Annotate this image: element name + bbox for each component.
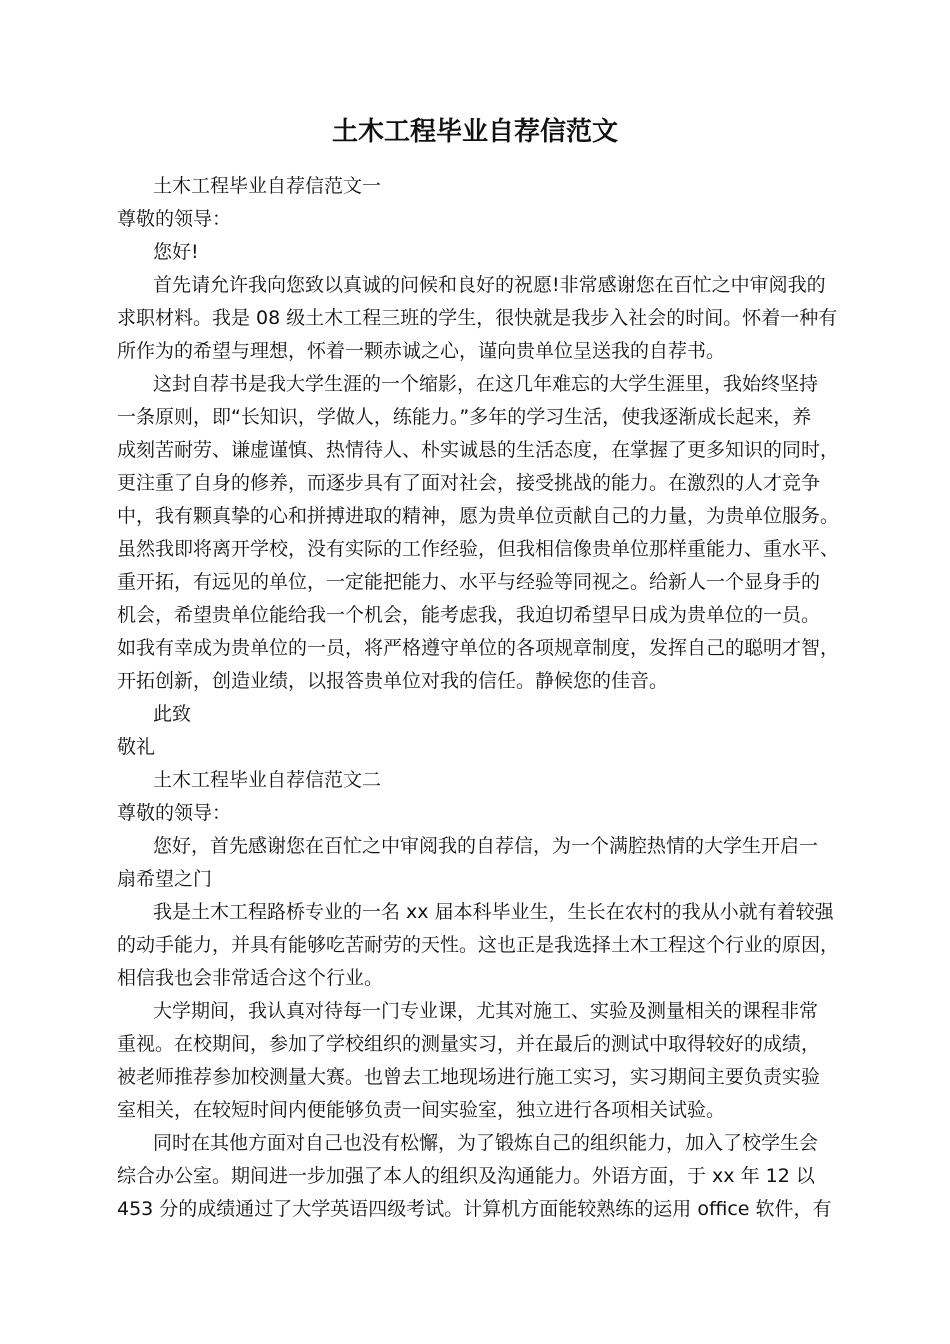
document-title: 土木工程毕业自荐信范文 xyxy=(331,117,618,147)
paragraph-line: 开拓创新，创造业绩，以报答贵单位对我的信任。静候您的佳音。 xyxy=(117,670,669,692)
paragraph-line: 大学期间，我认真对待每一门专业课，尤其对施工、实验及测量相关的课程非常 xyxy=(153,1000,819,1022)
paragraph-line: 一条原则，即“长知识，学做人，练能力。”多年的学习生活，使我逐渐成长起来，养 xyxy=(117,406,812,428)
salutation: 尊敬的领导： xyxy=(117,208,232,230)
paragraph-line: 所作为的希望与理想，怀着一颗赤诚之心，谨向贵单位呈送我的自荐书。 xyxy=(117,340,726,362)
paragraph-line: 首先请允许我向您致以真诚的问候和良好的祝愿!非常感谢您在百忙之中审阅我的 xyxy=(153,274,826,296)
closing-salute: 敬礼 xyxy=(117,736,156,758)
paragraph-line: 重视。在校期间，参加了学校组织的测量实习，并在最后的测试中取得较好的成绩， xyxy=(117,1033,821,1055)
paragraph-line: 我是土木工程路桥专业的一名 xx 届本科毕业生，生长在农村的我从小就有着较强 xyxy=(153,901,834,923)
paragraph-line: 的动手能力，并具有能够吃苦耐劳的天性。这也正是我选择土木工程这个行业的原因， xyxy=(117,934,840,956)
paragraph-line: 求职材料。我是 08 级土木工程三班的学生，很快就是我步入社会的时间。怀着一种有 xyxy=(117,307,838,329)
paragraph-line: 中，我有颗真挚的心和拼搏进取的精神，愿为贵单位贡献自己的力量，为贵单位服务。 xyxy=(117,505,840,527)
paragraph-line: 机会，希望贵单位能给我一个机会，能考虑我，我迫切希望早日成为贵单位的一员。 xyxy=(117,604,821,626)
paragraph-line: 被老师推荐参加校测量大赛。也曾去工地现场进行施工实习，实习期间主要负责实验 xyxy=(117,1066,821,1088)
greeting: 您好! xyxy=(153,241,199,263)
paragraph-line: 相信我也会非常适合这个行业。 xyxy=(117,967,384,989)
paragraph-line: 成刻苦耐劳、谦虚谨慎、热情待人、朴实诚恳的生活态度，在掌握了更多知识的同时， xyxy=(117,439,840,461)
paragraph-line: 更注重了自身的修养，而逐步具有了面对社会，接受挑战的能力。在激烈的人才竞争 xyxy=(117,472,821,494)
paragraph-line: 综合办公室。期间进一步加强了本人的组织及沟通能力。外语方面，于 xx 年 12 以 xyxy=(117,1165,815,1187)
paragraph-line: 重开拓，有远见的单位，一定能把能力、水平与经验等同视之。给新人一个显身手的 xyxy=(117,571,821,593)
paragraph-line: 虽然我即将离开学校，没有实际的工作经验，但我相信像贵单位那样重能力、重水平、 xyxy=(117,538,840,560)
subheading-letter-two: 土木工程毕业自荐信范文二 xyxy=(153,769,382,791)
paragraph-line: 453 分的成绩通过了大学英语四级考试。计算机方面能较熟练的运用 office 软件，有 xyxy=(117,1198,832,1220)
closing-line: 此致 xyxy=(153,703,192,725)
paragraph-line: 您好，首先感谢您在百忙之中审阅我的自荐信，为一个满腔热情的大学生开启一 xyxy=(153,835,819,857)
paragraph-line: 同时在其他方面对自己也没有松懈，为了锻炼自己的组织能力，加入了校学生会 xyxy=(153,1132,819,1154)
subheading-letter-one: 土木工程毕业自荐信范文一 xyxy=(153,175,382,197)
paragraph-line: 扇希望之门 xyxy=(117,868,213,890)
paragraph-line: 如我有幸成为贵单位的一员，将严格遵守单位的各项规章制度，发挥自己的聪明才智， xyxy=(117,637,840,659)
paragraph-line: 这封自荐书是我大学生涯的一个缩影，在这几年难忘的大学生涯里，我始终坚持 xyxy=(153,373,819,395)
salutation: 尊敬的领导： xyxy=(117,802,232,824)
paragraph-line: 室相关，在较短时间内便能够负责一间实验室，独立进行各项相关试验。 xyxy=(117,1099,726,1121)
